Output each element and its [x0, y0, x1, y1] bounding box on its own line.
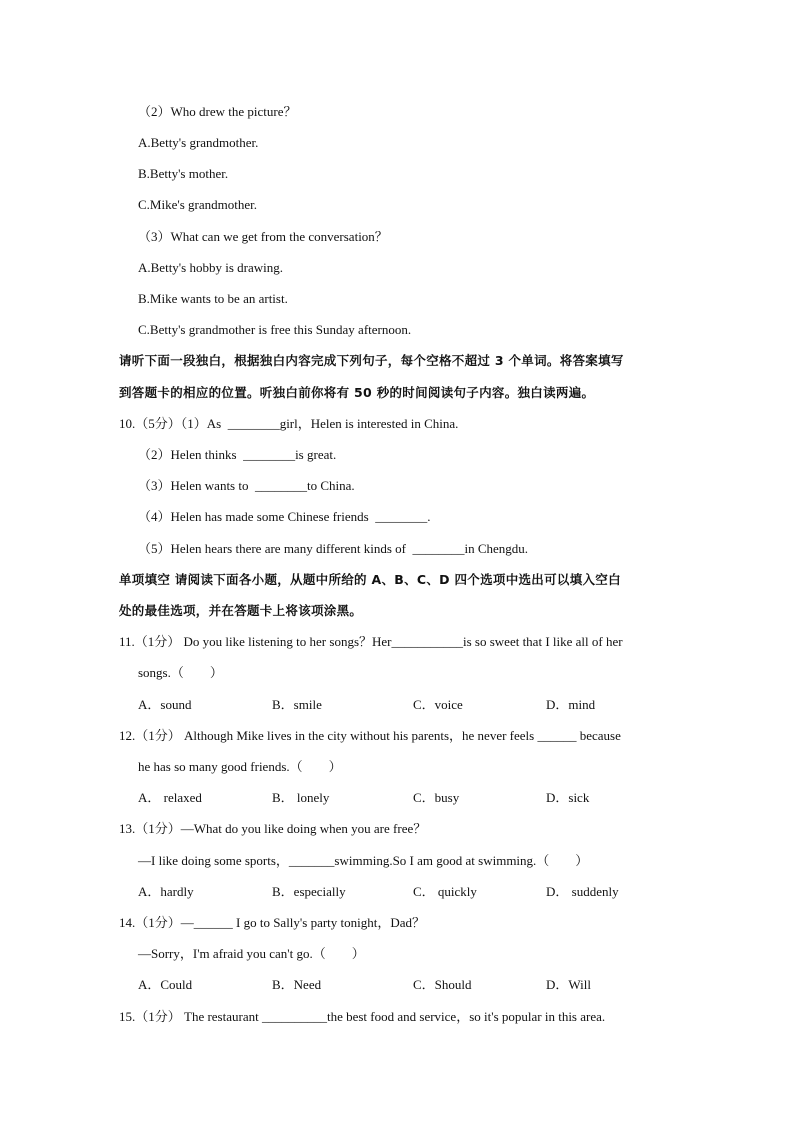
- question-9-sub-2-option-a: A.Betty's grandmother.: [138, 135, 259, 150]
- question-11-option-a: A．sound: [138, 697, 192, 712]
- question-12-option-d: D．sick: [546, 790, 590, 805]
- question-10-line-4: （4）Helen has made some Chinese friends ________.: [138, 509, 431, 524]
- question-12-stem-cont: he has so many good friends.（ ）: [138, 759, 342, 774]
- question-14-option-b: B．Need: [272, 977, 322, 992]
- question-11-stem-cont: songs.（ ）: [138, 665, 223, 680]
- listening-instruction-line-2: 到答题卡的相应的位置。听独白前你将有 50 秒的时间阅读句子内容。独白读两遍。: [119, 385, 595, 400]
- question-10-line-1: 10.（5分）（1）As ________girl，Helen is interested in China.: [119, 416, 459, 431]
- question-14-option-a: A．Could: [138, 977, 193, 992]
- question-12-option-b: B． lonely: [272, 790, 330, 805]
- question-9-sub-2-option-c: C.Mike's grandmother.: [138, 197, 257, 212]
- question-11-option-c: C．voice: [413, 697, 463, 712]
- question-13-option-d: D． suddenly: [546, 884, 619, 899]
- question-11-option-b: B．smile: [272, 697, 322, 712]
- question-13-stem: 13.（1分）—What do you like doing when you are free？: [119, 821, 427, 836]
- question-9-sub-2-option-b: B.Betty's mother.: [138, 166, 229, 181]
- question-14-stem: 14.（1分）—______ I go to Sally's party tonight，Dad？: [119, 915, 426, 930]
- question-9-sub-3-option-b: B.Mike wants to be an artist.: [138, 291, 288, 306]
- question-13-stem-cont: —I like doing some sports，_______swimming.So I am good at swimming.（ ）: [138, 853, 589, 868]
- question-13-option-c: C． quickly: [413, 884, 477, 899]
- listening-instruction-line-1: 请听下面一段独白，根据独白内容完成下列句子，每个空格不超过 3 个单词。将答案填写: [119, 353, 624, 368]
- question-12-option-c: C．busy: [413, 790, 460, 805]
- question-9-sub-3-option-a: A.Betty's hobby is drawing.: [138, 260, 283, 275]
- question-11-option-d: D．mind: [546, 697, 596, 712]
- question-14-stem-cont: —Sorry，I'm afraid you can't go.（ ）: [138, 946, 365, 961]
- question-14-option-c: C．Should: [413, 977, 472, 992]
- question-9-sub-3: （3）What can we get from the conversation？: [138, 229, 388, 244]
- choice-instruction-line-2: 处的最佳选项，并在答题卡上将该项涂黑。: [119, 603, 363, 618]
- question-15-stem: 15.（1分） The restaurant __________the best food and service，so it's popular in this area.: [119, 1009, 606, 1024]
- question-10-line-5: （5）Helen hears there are many different kinds of ________in Chengdu.: [138, 541, 529, 556]
- question-10-line-2: （2）Helen thinks ________is great.: [138, 447, 337, 462]
- question-12-stem: 12.（1分） Although Mike lives in the city without his parents，he never feels ______ because: [119, 728, 621, 743]
- question-11-stem: 11.（1分） Do you like listening to her songs？Her___________is so sweet that I like all of her: [119, 634, 623, 649]
- question-13-option-a: A．hardly: [138, 884, 194, 899]
- question-10-line-3: （3）Helen wants to ________to China.: [138, 478, 355, 493]
- question-13-option-b: B．especially: [272, 884, 346, 899]
- question-9-sub-3-option-c: C.Betty's grandmother is free this Sunday afternoon.: [138, 322, 412, 337]
- question-14-option-d: D．Will: [546, 977, 591, 992]
- question-12-option-a: A． relaxed: [138, 790, 202, 805]
- question-9-sub-2: （2）Who drew the picture？: [138, 104, 297, 119]
- choice-instruction-line-1: 单项填空 请阅读下面各小题，从题中所给的 A、B、C、D 四个选项中选出可以填入空白: [119, 572, 621, 587]
